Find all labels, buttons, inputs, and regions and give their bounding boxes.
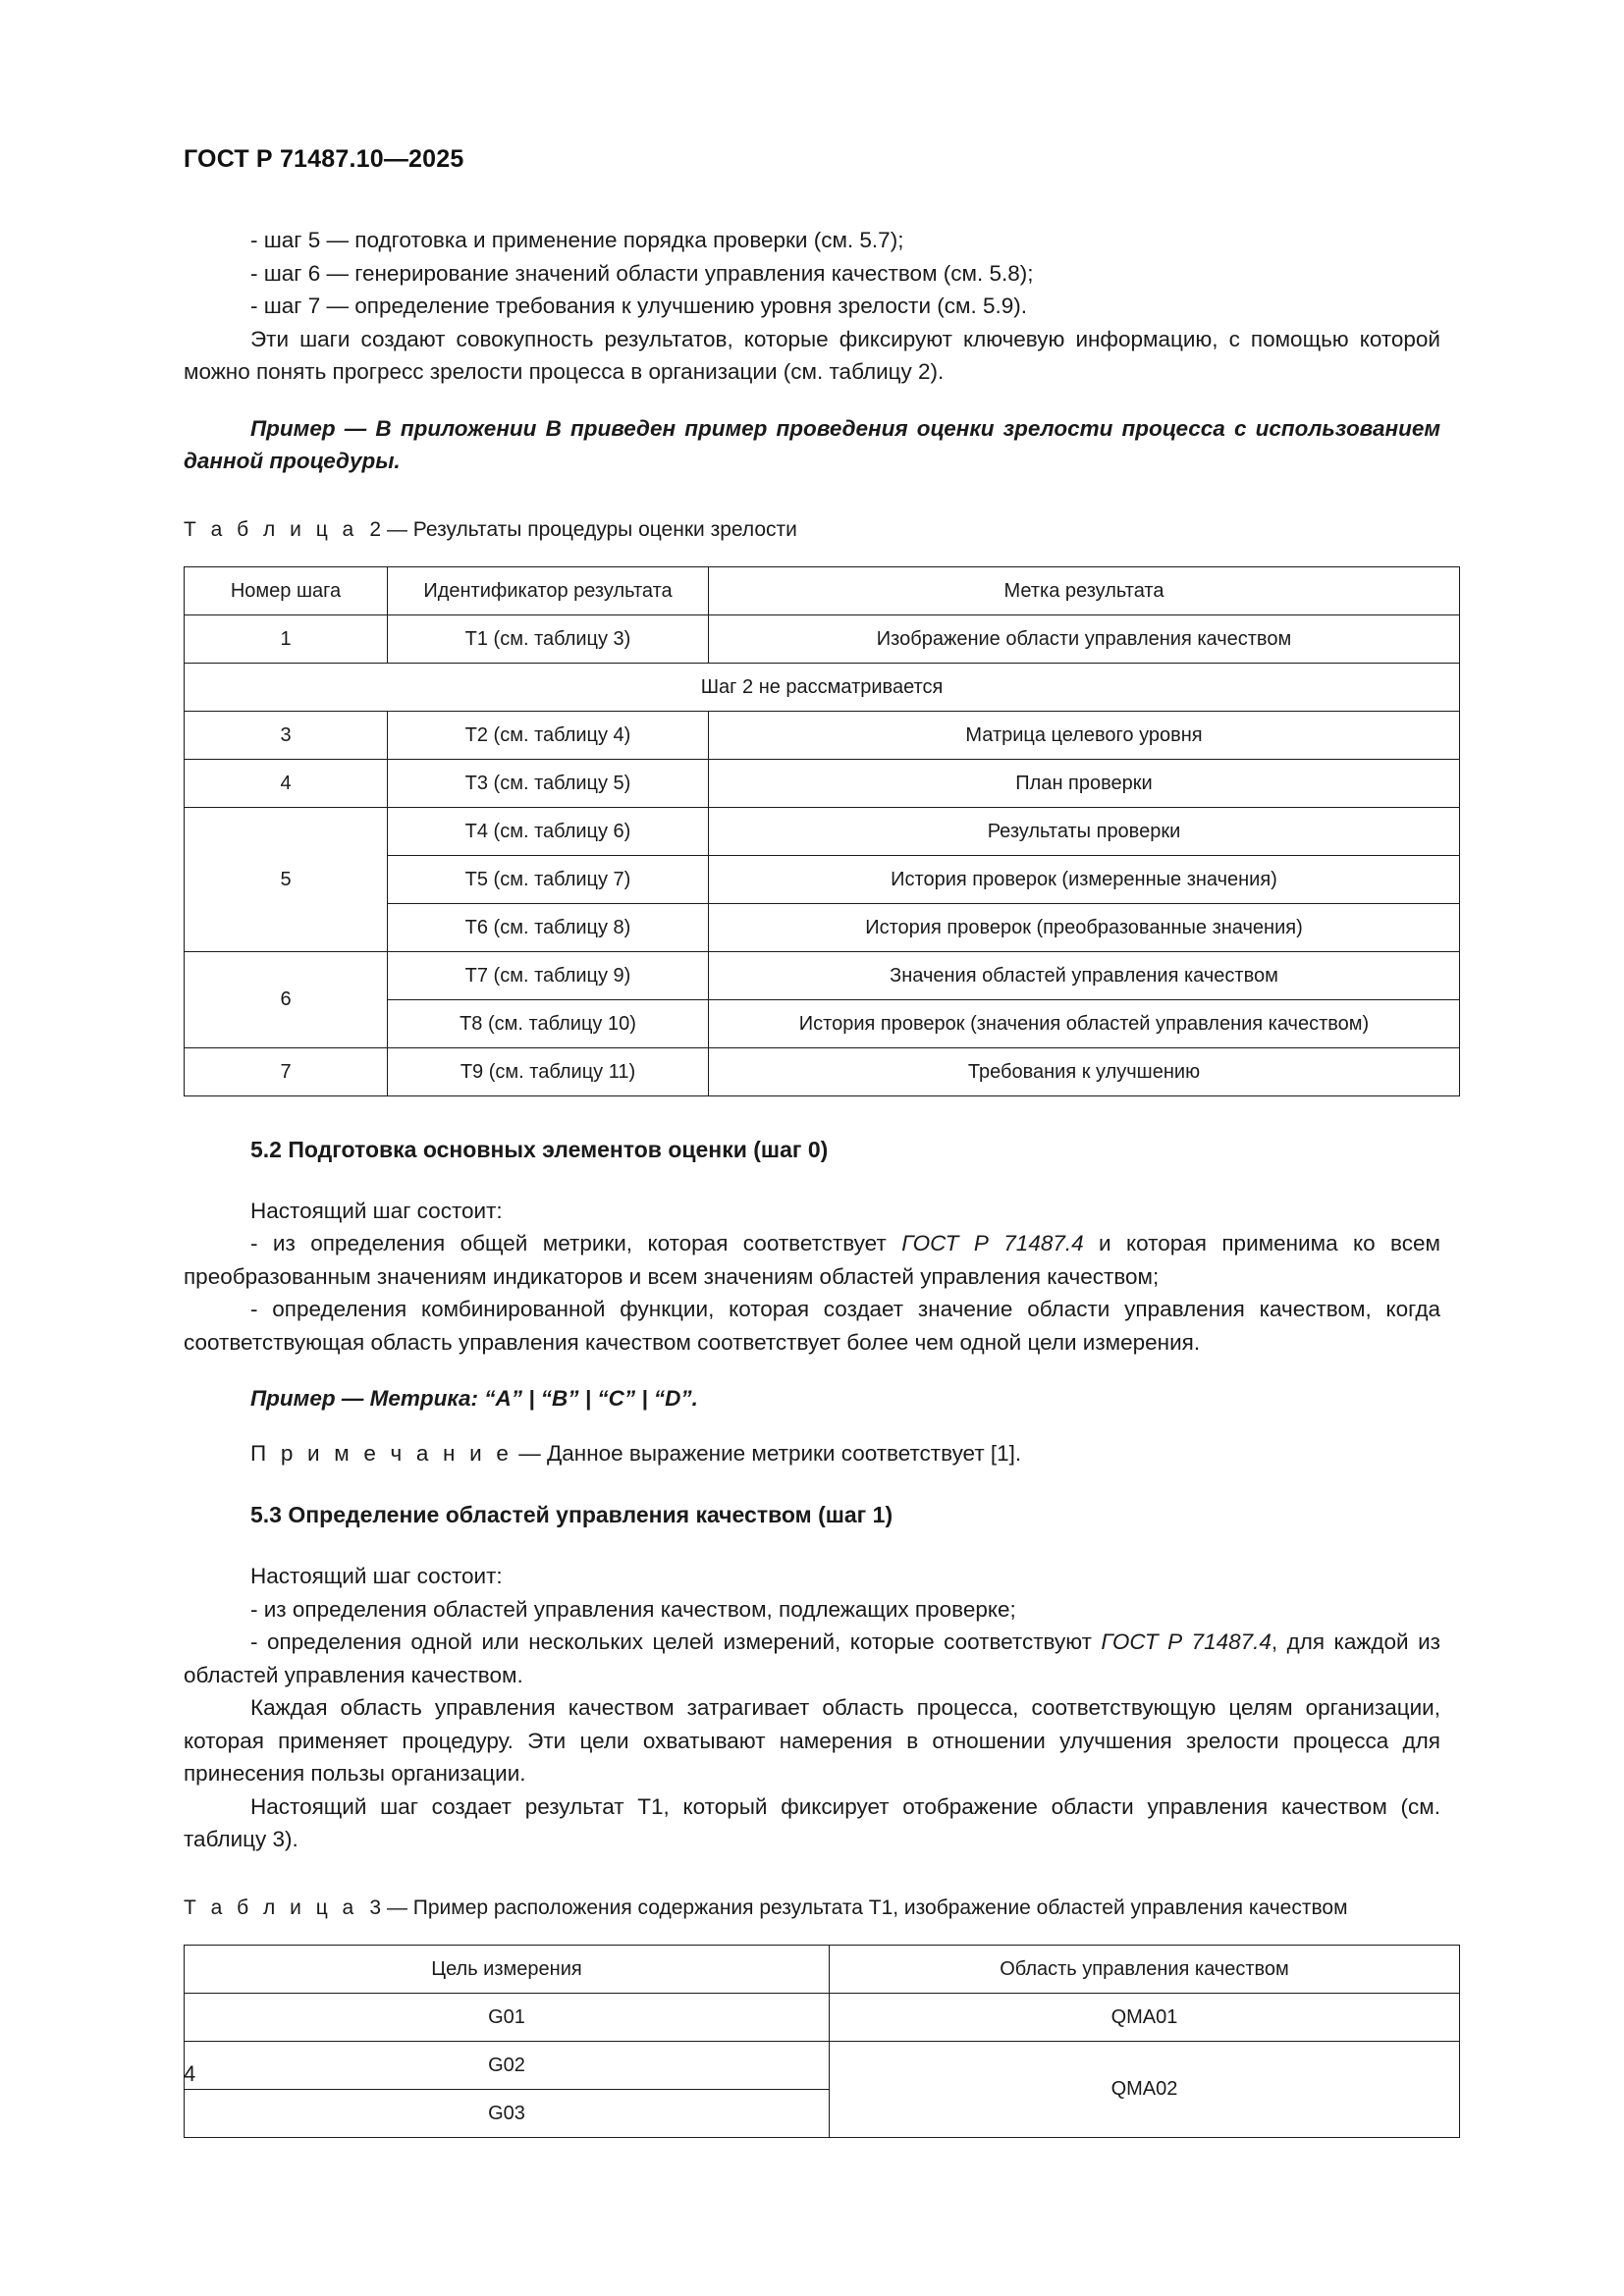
- table-row: [185, 1993, 1460, 2041]
- table-3-caption-text: — Пример расположения содержания результата Т1, изображение областей управления качеством: [386, 1896, 1348, 1919]
- table-3-header-goal: Цель измерения: [185, 1945, 830, 1993]
- cell-id: Т4 (см. таблицу 6): [388, 807, 709, 855]
- note-text: — Данное выражение метрики соответствует [1].: [513, 1440, 1022, 1466]
- step-7-bullet: - шаг 7 — определение требования к улучшению уровня зрелости (см. 5.9).: [250, 294, 1028, 318]
- table-2-header-id: Идентификатор результата: [388, 566, 709, 614]
- table-2-caption-text: — Результаты процедуры оценки зрелости: [386, 517, 797, 541]
- table-row-span: [185, 663, 1460, 711]
- cell-id: Т7 (см. таблицу 9): [388, 951, 709, 999]
- table-row: [185, 951, 1460, 999]
- table-row-header: [185, 566, 1460, 614]
- document-body: [184, 224, 1440, 2138]
- cell-label: История проверок (значения областей управления качеством): [709, 999, 1460, 1047]
- table-row: [185, 759, 1460, 807]
- section-5-2-bullet-1: [184, 1227, 1440, 1293]
- cell-step: 7: [185, 1047, 388, 1095]
- cell-step-2-note: Шаг 2 не рассматривается: [185, 663, 1460, 711]
- cell-label: Значения областей управления качеством: [709, 951, 1460, 999]
- cell-goal: G02: [185, 2041, 830, 2089]
- bullet-1-text-a: - из определения общей метрики, которая соответствует: [250, 1231, 902, 1255]
- page-number: 4: [184, 2061, 196, 2086]
- cell-label: План проверки: [709, 759, 1460, 807]
- cell-goal: G01: [185, 1993, 830, 2041]
- section-5-2-example: Пример — Метрика: “A” | “B” | “C” | “D”.: [250, 1386, 698, 1411]
- section-5-3-heading: 5.3 Определение областей управления качеством (шаг 1): [250, 1502, 893, 1527]
- table-2-header-label: Метка результата: [709, 566, 1460, 614]
- steps-summary-paragraph: Эти шаги создают совокупность результатов, которые фиксируют ключевую информацию, с помощью которой можно понять прогресс зрелости процесса в организации (см. таблицу 2).: [184, 326, 1440, 384]
- cell-id: Т5 (см. таблицу 7): [388, 855, 709, 903]
- cell-label: Требования к улучшению: [709, 1047, 1460, 1095]
- bullet-1-text-b: и которая применима ко всем преобразованным значениям индикаторов и всем значениям областей управления качеством;: [184, 1231, 1440, 1289]
- cell-id: Т8 (см. таблицу 10): [388, 999, 709, 1047]
- cell-id: Т3 (см. таблицу 5): [388, 759, 709, 807]
- section-5-3-intro: Настоящий шаг состоит:: [250, 1564, 503, 1588]
- cell-area: QMA01: [830, 1993, 1460, 2041]
- section-5-3-bullet-1: - из определения областей управления качеством, подлежащих проверке;: [250, 1596, 1016, 1622]
- note-label: П р и м е ч а н и е: [250, 1440, 514, 1466]
- example-appendix-paragraph: Пример — В приложении В приведен пример проведения оценки зрелости процесса с использованием данной процедуры.: [184, 415, 1440, 473]
- cell-label: Результаты проверки: [709, 807, 1460, 855]
- table-3-header-area: Область управления качеством: [830, 1945, 1460, 1993]
- document-header: ГОСТ Р 71487.10—2025: [184, 145, 464, 173]
- table-3-caption-number: 3: [369, 1896, 382, 1919]
- section-5-2-heading: 5.2 Подготовка основных элементов оценки (шаг 0): [250, 1136, 829, 1162]
- step-5-bullet: - шаг 5 — подготовка и применение порядка проверки (см. 5.7);: [250, 228, 904, 252]
- table-3-caption-label: Т а б л и ц а: [184, 1896, 358, 1919]
- cell-area: QMA02: [830, 2041, 1460, 2137]
- cell-step: 6: [185, 951, 388, 1047]
- step-6-bullet: - шаг 6 — генерирование значений области управления качеством (см. 5.8);: [250, 260, 1034, 286]
- table-3: [184, 1945, 1460, 2138]
- cell-goal: G03: [185, 2089, 830, 2137]
- cell-step: 4: [185, 759, 388, 807]
- table-row: [185, 614, 1460, 663]
- cell-label: История проверок (преобразованные значения): [709, 903, 1460, 951]
- table-2-header-step: Номер шага: [185, 566, 388, 614]
- cell-id: Т1 (см. таблицу 3): [388, 614, 709, 663]
- section-5-2-note: [184, 1437, 1440, 1470]
- section-5-3-paragraph-2: Настоящий шаг создает результат Т1, который фиксирует отображение области управления качеством (см. таблицу 3).: [184, 1793, 1440, 1851]
- table-2: [184, 566, 1460, 1096]
- table-row-header: [185, 1945, 1460, 1993]
- cell-id: Т6 (см. таблицу 8): [388, 903, 709, 951]
- cell-label: Матрица целевого уровня: [709, 711, 1460, 759]
- table-row: [185, 1047, 1460, 1095]
- table-row: [185, 807, 1460, 855]
- table-row: [185, 2041, 1460, 2089]
- cell-id: Т9 (см. таблицу 11): [388, 1047, 709, 1095]
- bullet-2-text-a: - определения одной или нескольких целей измерений, которые соответствуют: [250, 1629, 1102, 1654]
- table-3-caption: [184, 1894, 1440, 1923]
- table-2-caption-number: 2: [369, 517, 382, 541]
- section-5-3-bullet-2: [184, 1626, 1440, 1691]
- cell-step: 1: [185, 614, 388, 663]
- bullet-1-standard-ref: ГОСТ Р 71487.4: [901, 1231, 1084, 1255]
- bullet-2-standard-ref: ГОСТ Р 71487.4: [1101, 1629, 1272, 1654]
- section-5-2-bullet-2: - определения комбинированной функции, которая создает значение области управления качеством, когда соответствующая область управления качеством соответствует более чем одной цели измерения.: [184, 1297, 1440, 1355]
- cell-label: История проверок (измеренные значения): [709, 855, 1460, 903]
- table-2-caption: [184, 515, 1440, 545]
- cell-step: 5: [185, 807, 388, 951]
- bullet-2-text-b: , для каждой из областей управления качеством.: [184, 1629, 1440, 1687]
- table-2-caption-label: Т а б л и ц а: [184, 517, 358, 541]
- cell-step: 3: [185, 711, 388, 759]
- cell-id: Т2 (см. таблицу 4): [388, 711, 709, 759]
- cell-label: Изображение области управления качеством: [709, 614, 1460, 663]
- table-row: [185, 711, 1460, 759]
- section-5-3-paragraph-1: Каждая область управления качеством затрагивает область процесса, соответствующую целям организации, которая применяет процедуру. Эти цели охватывают намерения в отношении улучшения зрелости процесса для принесения пользы организации.: [184, 1695, 1440, 1786]
- section-5-2-intro: Настоящий шаг состоит:: [250, 1198, 503, 1223]
